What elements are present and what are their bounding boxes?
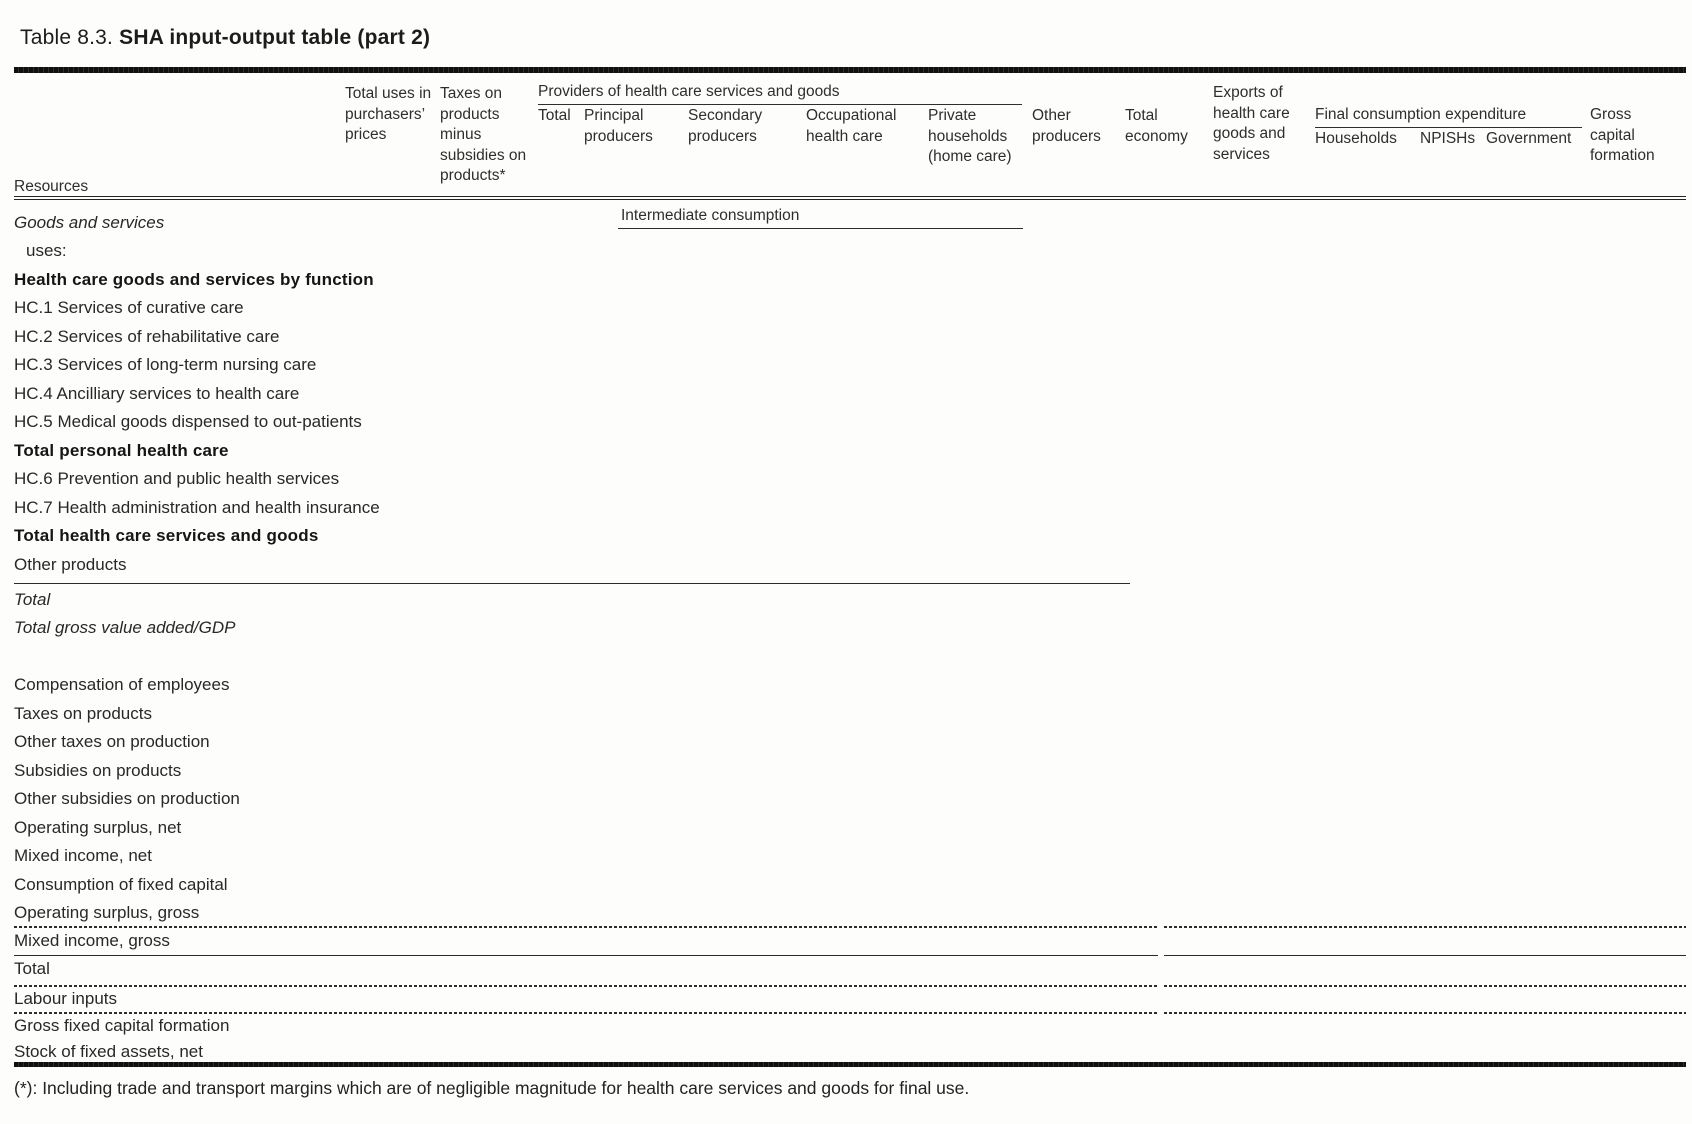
table-title-text: SHA input-output table (part 2) <box>119 26 431 49</box>
col-header-providers-total: Total <box>538 107 571 124</box>
col-header-taxes: Taxes on products minus subsidies on products* <box>440 85 527 184</box>
col-header-private-households: Private households (home care) <box>928 107 1012 165</box>
row-subsidies-on-products: Subsidies on products <box>14 761 182 780</box>
col-header-total-economy: Total economy <box>1125 107 1188 145</box>
row-other-products: Other products <box>14 555 127 574</box>
header-rule <box>14 196 1686 200</box>
intermediate-consumption-label: Intermediate consumption <box>618 207 1023 229</box>
row-hc-function-header: Health care goods and services by function <box>14 270 374 289</box>
col-header-households: Households <box>1315 130 1397 147</box>
rule-solid-left <box>14 955 1158 956</box>
row-other-subsidies-on-production: Other subsidies on production <box>14 789 240 808</box>
row-total: Total <box>14 590 51 609</box>
col-header-government: Government <box>1486 130 1572 147</box>
bottom-rule <box>14 1062 1686 1067</box>
col-header-exports: Exports of health care goods and services <box>1213 84 1290 163</box>
row-hc1-curative-care: HC.1 Services of curative care <box>14 298 244 317</box>
col-header-gross-capital-formation: Gross capital formation <box>1590 106 1655 164</box>
col-header-resources: Resources <box>14 178 89 195</box>
row-other-taxes-on-production: Other taxes on production <box>14 732 210 751</box>
col-header-occupational-health-care: Occupational health care <box>806 107 897 145</box>
row-hc5-medical-goods: HC.5 Medical goods dispensed to out-patients <box>14 412 362 431</box>
col-header-other-producers: Other producers <box>1032 107 1101 145</box>
rule-dashed-2-left <box>14 985 1158 987</box>
rule-dashed-3-left <box>14 1012 1158 1014</box>
row-operating-surplus-net: Operating surplus, net <box>14 818 182 837</box>
row-total-personal-health-care: Total personal health care <box>14 441 229 460</box>
row-taxes-on-products: Taxes on products <box>14 704 152 723</box>
row-uses: uses: <box>26 241 67 260</box>
row-stock-of-fixed-assets-net: Stock of fixed assets, net <box>14 1042 203 1061</box>
row-compensation-of-employees: Compensation of employees <box>14 675 230 694</box>
table-number: Table 8.3. <box>20 26 114 49</box>
rule-dashed-2-right <box>1164 985 1686 987</box>
row-hc6-prevention-public-health: HC.6 Prevention and public health services <box>14 469 340 488</box>
top-rule <box>14 67 1686 73</box>
row-hc2-rehabilitative-care: HC.2 Services of rehabilitative care <box>14 327 280 346</box>
row-total-health-care-services: Total health care services and goods <box>14 526 319 545</box>
rule-dashed-3-right <box>1164 1012 1686 1014</box>
row-hc3-long-term-nursing-care: HC.3 Services of long-term nursing care <box>14 355 317 374</box>
col-header-npishs: NPISHs <box>1420 130 1476 147</box>
rule-above-total <box>14 583 1130 584</box>
col-header-total-uses: Total uses in purchasers’ prices <box>345 85 432 143</box>
col-header-principal-producers: Principal producers <box>584 107 653 145</box>
row-labour-inputs: Labour inputs <box>14 989 118 1008</box>
table-title <box>20 26 430 50</box>
row-mixed-income-gross: Mixed income, gross <box>14 931 170 950</box>
col-header-secondary-producers: Secondary producers <box>688 107 763 145</box>
row-total-2: Total <box>14 959 50 978</box>
footnote: (*): Including trade and transport margins which are of negligible magnitude for health care services and goods for final use. <box>14 1078 970 1098</box>
row-consumption-of-fixed-capital: Consumption of fixed capital <box>14 875 228 894</box>
row-mixed-income-net: Mixed income, net <box>14 846 152 865</box>
col-group-final-consumption: Final consumption expenditure <box>1315 105 1582 128</box>
rule-dashed-1-left <box>14 926 1158 928</box>
row-hc7-health-administration: HC.7 Health administration and health insurance <box>14 498 380 517</box>
rule-solid-right <box>1164 955 1686 956</box>
row-gross-fixed-capital-formation: Gross fixed capital formation <box>14 1016 230 1035</box>
row-operating-surplus-gross: Operating surplus, gross <box>14 903 200 922</box>
col-group-providers: Providers of health care services and goods <box>538 82 1022 105</box>
row-hc4-ancillary-services: HC.4 Ancilliary services to health care <box>14 384 300 403</box>
rule-dashed-1-right <box>1164 926 1686 928</box>
row-goods-and-services: Goods and services <box>14 213 165 232</box>
row-total-gross-value-added-gdp: Total gross value added/GDP <box>14 618 236 637</box>
